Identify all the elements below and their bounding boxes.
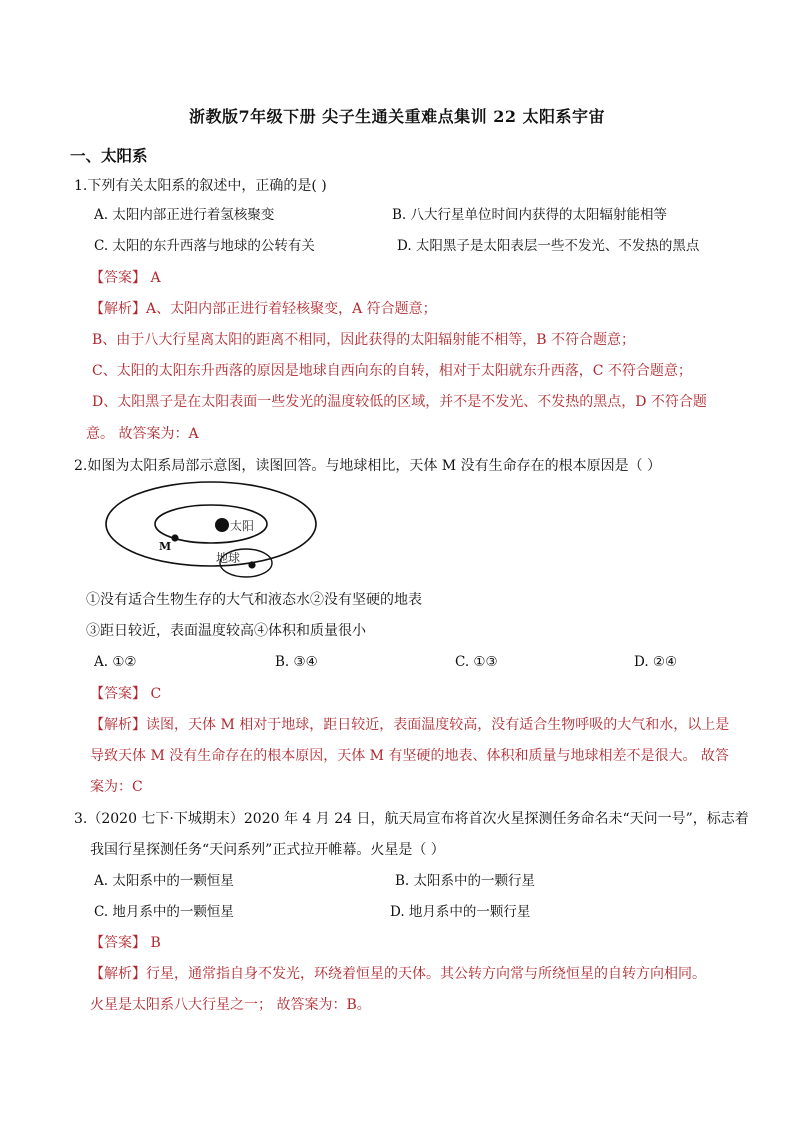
q1-analysis-line: D、太阳黑子是在太阳表面一些发光的温度较低的区域，并不是不发光、不发热的黑点，D 不符合题 bbox=[92, 394, 707, 410]
q2-statement: ①没有适合生物生存的大气和液态水②没有坚硬的地表 bbox=[86, 592, 422, 608]
q1-stem: 1.下列有关太阳系的叙述中，正确的是( ) bbox=[74, 178, 327, 194]
q1-option-d: D. 太阳黑子是太阳表层一些不发光、不发热的黑点 bbox=[397, 238, 700, 254]
q2-option-d: D. ②④ bbox=[634, 654, 678, 670]
q2-option-b: B. ③④ bbox=[275, 654, 318, 670]
sun-label: 太阳 bbox=[230, 519, 255, 533]
q3-answer: 【答案】 B bbox=[90, 935, 161, 951]
q2-answer: 【答案】 C bbox=[90, 686, 162, 702]
q3-option-a: A. 太阳系中的一颗恒星 bbox=[94, 873, 234, 889]
document-title: 浙教版7年级下册 尖子生通关重难点集训 22 太阳系宇宙 bbox=[188, 107, 606, 126]
q2-analysis-line: 导致天体 M 没有生命存在的根本原因，天体 M 有坚硬的地表、体积和质量与地球相差不是很大。 故答 bbox=[90, 748, 729, 764]
q1-option-a: A. 太阳内部正进行着氢核聚变 bbox=[94, 207, 275, 223]
q1-option-c: C. 太阳的东升西落与地球的公转有关 bbox=[94, 238, 315, 254]
q1-analysis-line: 意。 故答案为：A bbox=[86, 426, 199, 442]
q2-statement: ③距日较近，表面温度较高④体积和质量很小 bbox=[86, 623, 366, 639]
q2-analysis-line: 【解析】读图，天体 M 相对于地球，距日较近，表面温度较高，没有适合生物呼吸的大气和水，以上是 bbox=[90, 717, 730, 733]
q1-analysis-line: B、由于八大行星离太阳的距离不相同，因此获得的太阳辐射能不相等，B 不符合题意； bbox=[92, 332, 636, 348]
q2-stem: 2.如图为太阳系局部示意图，读图回答。与地球相比，天体 M 没有生命存在的根本原因是（ ） bbox=[74, 458, 662, 474]
q3-option-b: B. 太阳系中的一颗行星 bbox=[395, 873, 536, 889]
section-heading: 一、太阳系 bbox=[70, 146, 148, 165]
q3-analysis-line: 火星是太阳系八大行星之一； 故答案为：B。 bbox=[90, 997, 371, 1013]
planet-m-label: M bbox=[159, 540, 172, 553]
q1-analysis-line: 【解析】A、太阳内部正进行着轻核聚变，A 符合题意； bbox=[90, 301, 437, 317]
earth-label: 地球 bbox=[216, 551, 241, 565]
q3-option-c: C. 地月系中的一颗恒星 bbox=[94, 904, 234, 920]
q3-analysis-line: 【解析】行星，通常指自身不发光，环绕着恒星的天体。其公转方向常与所绕恒星的自转方向相同。 bbox=[90, 966, 706, 982]
earth-icon bbox=[248, 561, 255, 568]
q3-option-d: D. 地月系中的一颗行星 bbox=[390, 904, 531, 920]
q3-stem: 我国行星探测任务“天问系列”正式拉开帷幕。火星是（ ） bbox=[90, 842, 445, 858]
outer-orbit bbox=[106, 482, 316, 566]
q2-option-c: C. ①③ bbox=[455, 654, 498, 670]
q3-stem: 3.（2020 七下·下城期末）2020 年 4 月 24 日，航天局宣布将首次火星探测任务命名未“天问一号”，标志着 bbox=[74, 811, 749, 827]
sun-icon bbox=[215, 518, 229, 532]
solar-system-diagram bbox=[104, 478, 330, 590]
planet-m-icon bbox=[171, 534, 178, 541]
q2-option-a: A. ①② bbox=[94, 654, 137, 670]
q2-analysis-line: 案为：C bbox=[90, 779, 143, 795]
q1-answer: 【答案】 A bbox=[90, 270, 161, 286]
q1-analysis-line: C、太阳的太阳东升西落的原因是地球自西向东的自转，相对于太阳就东升西落，C 不符合题意； bbox=[92, 363, 692, 379]
q1-option-b: B. 八大行星单位时间内获得的太阳辐射能相等 bbox=[392, 207, 668, 223]
